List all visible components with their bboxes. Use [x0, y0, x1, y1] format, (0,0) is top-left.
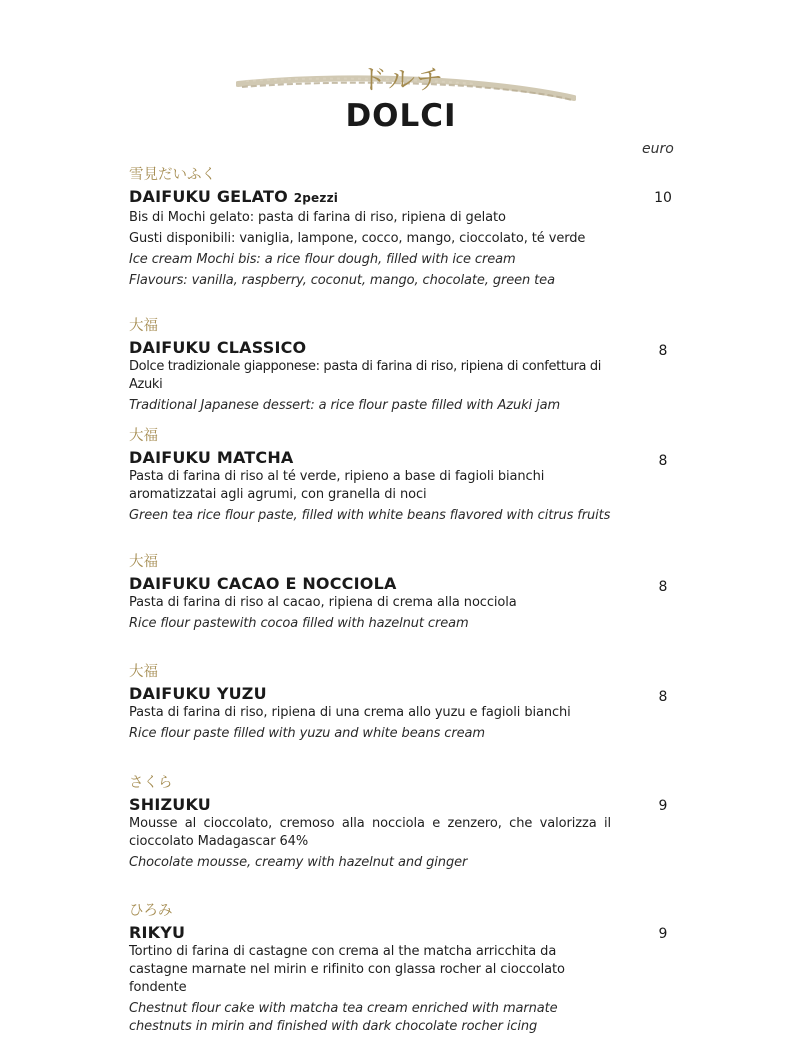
japanese-title: ドルチ [360, 65, 444, 96]
page-title: DOLCI [345, 98, 457, 134]
item-description: Pasta di farina di riso al té verde, ripieno a base di fagioli bianchi aromatizzatai agli agrumi, con granella di noci Green tea rice flour paste, filled with white beans flavored with citrus fruits [129, 469, 611, 523]
item-description: Dolce tradizionale giapponese: pasta di farina di riso, ripiena di confettura di Azuki Traditional Japanese dessert: a rice flour paste filled with Azuki jam [129, 359, 602, 413]
item-name: DAIFUKU GELATO 2pezzi [129, 187, 339, 206]
menu-item-daifuku-classico [129, 317, 689, 418]
item-name: DAIFUKU CLASSICO [129, 338, 307, 357]
item-name: DAIFUKU YUZU [129, 684, 267, 703]
item-japanese-name: 大福 [129, 318, 158, 334]
item-price: 8 [658, 453, 668, 469]
item-japanese-name: ひろみ [129, 903, 173, 919]
item-japanese-name: さくら [129, 775, 173, 791]
item-description: Pasta di farina di riso, ripiena di una crema allo yuzu e fagioli bianchi Rice flour paste filled with yuzu and white beans cream [129, 705, 571, 741]
menu-item-daifuku-yuzu [129, 663, 689, 746]
item-price: 10 [654, 190, 672, 206]
item-description: Bis di Mochi gelato: pasta di farina di riso, ripiena di gelato Gusti disponibili: vaniglia, lampone, cocco, mango, cioccolato, té verde Ice cream Mochi bis: a rice flour dough, filled with ice cream Flavours: vanilla, raspberry, coconut, mango, chocolate, green tea [129, 210, 586, 288]
item-name: RIKYU [129, 923, 186, 942]
menu-item-daifuku-cacao-nocciola [129, 553, 689, 636]
menu-item-daifuku-gelato [129, 166, 689, 293]
item-description: Tortino di farina di castagne con crema al the matcha arricchita da castagne marnate nel mirin e rifinito con glassa rocher al cioccolato fondente Chestnut flour cake with matcha tea cream enriched with marnate chestnuts in mirin and finished with dark chocolate rocher icing [129, 944, 565, 1034]
item-japanese-name: 大福 [129, 664, 158, 680]
item-name: DAIFUKU MATCHA [129, 448, 294, 467]
item-pieces: 2pezzi [293, 191, 339, 205]
menu-item-shizuku [129, 774, 689, 875]
item-price: 8 [658, 579, 668, 595]
item-price: 8 [658, 343, 668, 359]
item-price: 8 [658, 689, 668, 705]
item-name: SHIZUKU [129, 795, 211, 814]
item-japanese-name: 大福 [129, 554, 158, 570]
menu-item-daifuku-matcha [129, 427, 689, 528]
item-name: DAIFUKU CACAO E NOCCIOLA [129, 574, 397, 593]
currency-label: euro [642, 141, 674, 157]
item-japanese-name: 雪見だいふく [129, 167, 216, 183]
menu-header [0, 0, 800, 140]
item-price: 9 [658, 798, 668, 814]
item-japanese-name: 大福 [129, 428, 158, 444]
menu-item-rikyu [129, 902, 689, 1039]
item-description: Pasta di farina di riso al cacao, ripiena di crema alla nocciola Rice flour pastewith cocoa filled with hazelnut cream [129, 595, 517, 631]
item-description: Mousse al cioccolato, cremoso alla nocciola e zenzero, che valorizza il cioccolato Madagascar 64% Chocolate mousse, creamy with hazelnut and ginger [129, 816, 611, 870]
item-price: 9 [658, 926, 668, 942]
